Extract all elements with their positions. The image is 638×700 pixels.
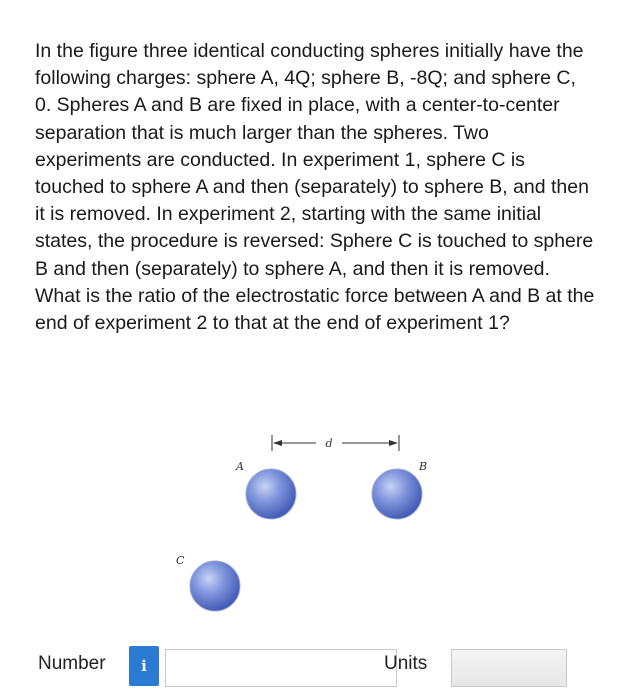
sphere-b [372,469,422,519]
sphere-a-label: A [236,460,244,473]
distance-indicator [272,435,399,451]
sphere-a [246,469,296,519]
units-label: Units [384,653,428,674]
number-input[interactable] [165,649,397,687]
question-text: In the figure three identical conducting spheres initially have the following charges: sphere A, 4Q; sphere B, -8Q; and sphere C, 0. Spheres A and B are fixed in place, with a center-to-center separation that is much larger than the spheres. Two experiments are conducted. In experiment 1, sphere C is touched to sphere A and then (separately) to sphere B, and then it is removed. In experiment 2, starting with the same initial states, the procedure is reversed: Sphere C is touched to sphere B and then (separately) to sphere A, and then it is removed. What is the ratio of the electrostatic force between A and B at the end of experiment 2 to that at the end of experiment 1? [35,40,595,335]
sphere-c-label: C [176,554,185,567]
info-icon[interactable]: i [129,646,159,686]
number-label: Number [38,653,106,674]
sphere-b-label: B [419,460,428,473]
spheres-figure [170,432,450,632]
sphere-c [190,561,240,611]
distance-label: d [325,437,333,450]
units-select[interactable] [451,649,567,687]
answer-row [33,643,593,691]
